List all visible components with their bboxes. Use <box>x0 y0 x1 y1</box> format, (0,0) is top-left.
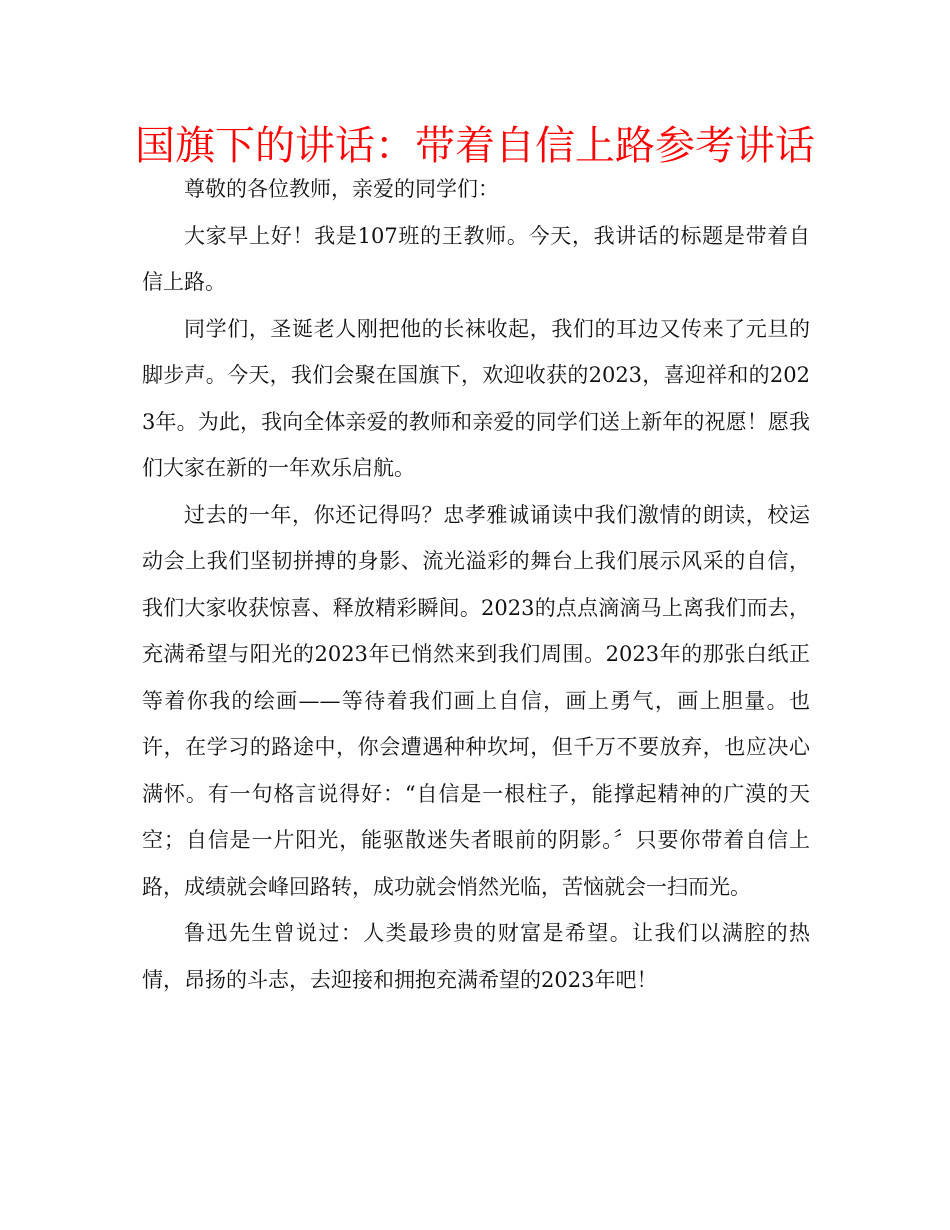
paragraph-intro: 大家早上好！我是107班的王教师。今天，我讲话的标题是带着自信上路。 <box>142 223 810 294</box>
document-title: 国旗下的讲话：带着自信上路参考讲话 <box>135 123 815 169</box>
paragraph-past-year: 过去的一年，你还记得吗？忠孝雅诚诵读中我们激情的朗读，校运动会上我们坚韧拼搏的身影、流光溢彩的舞台上我们展示风采的自信，我们大家收获惊喜、释放精彩瞬间。2023的点点滴滴马上离我们而去，充满希望与阳光的2023年已悄然来到我们周围。2023年的那张白纸正等着你我的绘画——等待着我们画上自信，画上勇气，画上胆量。也许，在学习的路途中，你会遭遇种种坎坷，但千万不要放弃，也应决心满怀。有一句格言说得好：“自信是一根柱子，能撑起精神的广漠的天空；自信是一片阳光，能驱散迷失者眼前的阴影。〞只要你带着自信上路，成绩就会峰回路转，成功就会悄然光临，苦恼就会一扫而光。 <box>142 502 810 899</box>
paragraph-closing: 鲁迅先生曾说过：人类最珍贵的财富是希望。让我们以满腔的热情，昂扬的斗志，去迎接和拥抱充满希望的2023年吧！ <box>142 921 810 992</box>
paragraph-greeting: 尊敬的各位教师，亲爱的同学们： <box>184 177 499 201</box>
document-body <box>142 166 810 1003</box>
paragraph-new-year: 同学们，圣诞老人刚把他的长袜收起，我们的耳边又传来了元旦的脚步声。今天，我们会聚在国旗下，欢迎收获的2023，喜迎祥和的2023年。为此，我向全体亲爱的教师和亲爱的同学们送上新年的祝愿！愿我们大家在新的一年欢乐启航。 <box>142 316 810 480</box>
